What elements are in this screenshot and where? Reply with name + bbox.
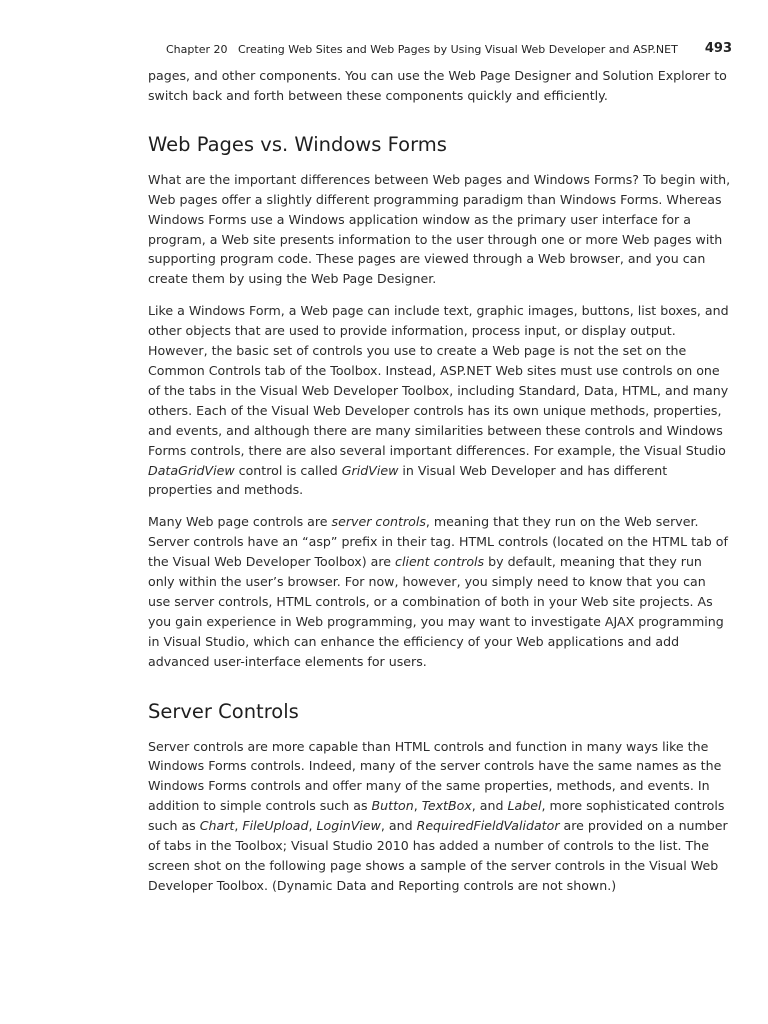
section-heading-server-controls: Server Controls (148, 699, 299, 723)
term-button: Button (371, 798, 414, 814)
chapter-label: Chapter 20 (166, 43, 228, 56)
running-header (166, 41, 732, 59)
term-textbox: TextBox (421, 798, 472, 814)
term-datagridview: DataGridView (148, 462, 235, 478)
term-server-controls: server controls (331, 514, 426, 530)
text-run: , and (380, 818, 417, 834)
term-label: Label (507, 798, 542, 814)
text-run: , (234, 818, 243, 834)
text-run: in Visual Web Developer and has different properties and methods. (148, 462, 668, 498)
text-run: Like a Windows Form, a Web page can include text, graphic images, buttons, list boxes, and other objects that are used to provide information, process input, or display output. However, the basic set of controls you use to create a Web page is not the set on the Common Controls tab of the Toolbox. Instead, ASP.NET Web sites must use controls on one of the tabs in the Visual Web Developer Toolbox, including Standard, Data, HTML, and many others. Each of the Visual Web Developer controls has its own unique methods, properties, and events, and although there are many similarities between these controls and Windows Forms controls, there are also several important differences. For example, the Visual Studio (148, 303, 729, 458)
page-number: 493 (704, 41, 732, 56)
text-run: Many Web page controls are (148, 514, 332, 530)
term-chart: Chart (199, 818, 235, 834)
term-gridview: GridView (341, 462, 399, 478)
paragraph-controls (148, 301, 732, 500)
term-loginview: LoginView (316, 818, 381, 834)
chapter-title: Creating Web Sites and Web Pages by Using Visual Web Developer and ASP.NET (237, 43, 678, 56)
chapter-line (166, 43, 678, 56)
intro-paragraph: pages, and other components. You can use the Web Page Designer and Solution Explorer to switch back and forth between these components quickly and efficiently. (148, 68, 727, 103)
text-run: are provided on a number of tabs in the Toolbox; Visual Studio 2010 has added a number of controls to the list. The screen shot on the following page shows a sample of the server controls in the Visual Web Developer Toolbox. (Dynamic Data and Reporting controls are not shown.) (148, 818, 728, 893)
text-run: , meaning that they run on the Web server. Server controls have an “asp” prefix in their tag. HTML controls (located on the HTML tab of the Visual Web Developer Toolbox) are (148, 514, 728, 570)
paragraph-server-controls (148, 737, 732, 896)
text-run: control is called (234, 462, 342, 478)
text-run: by default, meaning that they run only within the user’s browser. For now, however, you simply need to know that you can use server controls, HTML controls, or a combination of both in your Web site projects. As you gain experience in Web programming, you may want to investigate AJAX programming in Visual Studio, which can enhance the efficiency of your Web applications and add advanced user-interface elements for users. (148, 554, 724, 669)
text-run: , and (471, 798, 508, 814)
section-heading-web-pages-vs-windows-forms: Web Pages vs. Windows Forms (148, 132, 447, 156)
page-body (148, 66, 732, 908)
text-run: Server controls are more capable than HTML controls and function in many ways like the Windows Forms controls. Indeed, many of the server controls have the same names as the Windows Forms controls and offer many of the same properties, methods, and events. In addition to simple controls such as (148, 738, 722, 814)
text-run: , (308, 818, 317, 834)
paragraph-server-client-controls (148, 512, 732, 671)
text-run: , more sophisticated controls such as (148, 798, 725, 834)
term-fileupload: FileUpload (242, 818, 309, 834)
text-run: , (413, 798, 422, 814)
term-requiredfieldvalidator: RequiredFieldValidator (416, 818, 560, 834)
term-client-controls: client controls (395, 554, 485, 570)
paragraph-differences: What are the important differences between Web pages and Windows Forms? To begin with, Web pages offer a slightly different programming paradigm than Windows Forms. Whereas Windows Forms use a Windows application window as the primary user interface for a program, a Web site presents information to the user through one or more Web pages with supporting program code. These pages are viewed through a Web browser, and you can create them by using the Web Page Designer. (148, 171, 731, 287)
